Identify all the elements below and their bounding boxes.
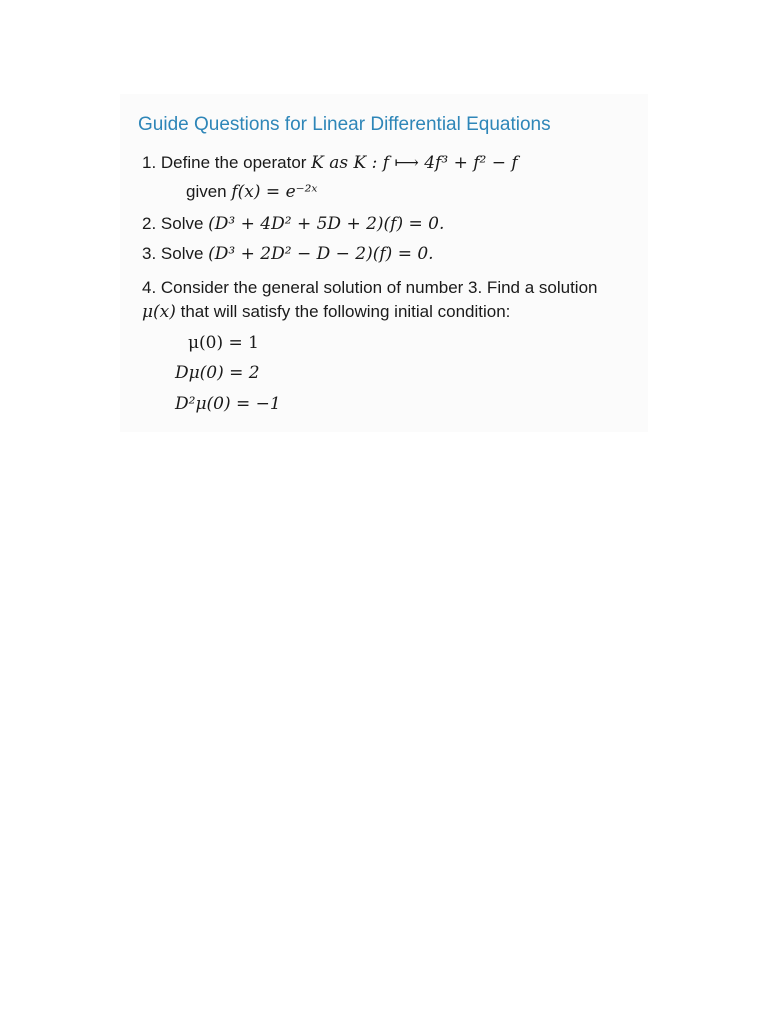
initial-condition-1: μ(0) = 1 [188,333,259,353]
question-4-line-2 [142,302,510,322]
question-4-text: that will satisfy the following initial condition: [175,302,511,321]
question-3-formula: (D³ + 2D² − D − 2)(f) = 0. [208,244,434,264]
question-3 [142,244,434,264]
given-formula: f(x) = e⁻²ˣ [231,182,318,202]
initial-condition-2: Dμ(0) = 2 [175,363,260,383]
question-4-line-1: 4. Consider the general solution of number 3. Find a solution [142,278,598,297]
question-3-text: 3. Solve [142,244,209,263]
mu-x-formula: μ(x) [142,302,176,322]
question-1-formula: K as K : f ⟼ 4f³ + f² − f [311,153,518,173]
question-2 [142,214,444,234]
document-title: Guide Questions for Linear Differential Equations [138,114,551,135]
question-1-text: 1. Define the operator [142,153,312,172]
question-2-formula: (D³ + 4D² + 5D + 2)(f) = 0. [208,214,445,234]
initial-condition-3: D²μ(0) = −1 [175,394,281,414]
question-1-given [186,182,317,202]
question-1 [142,153,518,173]
given-label: given [186,182,232,201]
question-2-text: 2. Solve [142,214,209,233]
